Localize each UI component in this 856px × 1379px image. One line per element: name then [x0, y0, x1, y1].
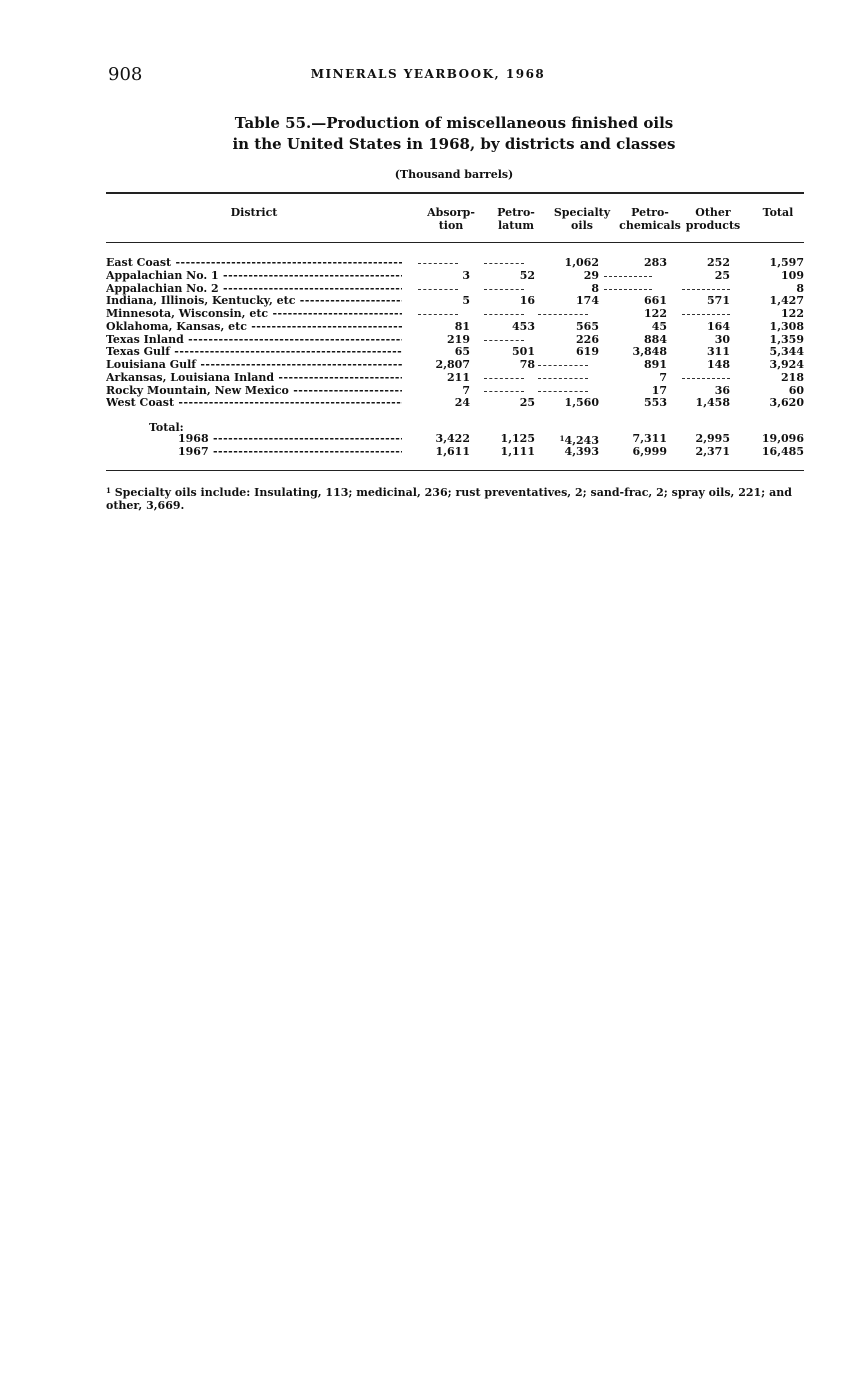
column-header-line: Other — [695, 206, 731, 219]
row-label: Arkansas, Louisiana Inland ----- — [106, 372, 402, 384]
table-title-line-2: in the United States in 1968, by districts and classes — [232, 135, 676, 153]
value-cell: 661 — [644, 294, 667, 308]
value-cell: 311 — [707, 345, 730, 359]
value-cell: 1,308 — [769, 319, 804, 333]
value-cell: 1,427 — [769, 294, 804, 308]
empty-cell-leader — [484, 378, 524, 379]
column-header-other-products — [682, 206, 744, 232]
column-header-line: Total — [762, 206, 794, 219]
value-cell: 8 — [796, 281, 804, 295]
empty-cell-leader — [682, 378, 730, 379]
value-cell: 164 — [707, 319, 730, 333]
empty-cell-leader — [538, 391, 588, 392]
column-header-line: latum — [497, 219, 535, 232]
table-top-rule — [106, 192, 804, 194]
value-cell: 5 — [462, 294, 470, 308]
value-cell: 283 — [644, 256, 667, 269]
row-label: 1968 ----- — [178, 433, 402, 445]
running-head: MINERALS YEARBOOK, 1968 — [310, 67, 546, 81]
table-row — [106, 257, 804, 269]
value-cell: 1,560 — [564, 396, 599, 410]
value-cell: 25 — [519, 396, 535, 410]
value-cell: 25 — [714, 268, 730, 282]
value-cell: 252 — [707, 256, 730, 269]
table-row — [106, 308, 804, 320]
row-label: Appalachian No. 1 ----- — [106, 270, 402, 282]
value-cell: 7 — [462, 383, 470, 397]
value-cell: 884 — [644, 332, 667, 346]
row-label: West Coast ----- — [106, 397, 402, 409]
value-cell: 24 — [454, 396, 470, 410]
value-cell: 52 — [519, 268, 535, 282]
column-header-line: Petro- — [497, 206, 535, 219]
column-header-line: products — [685, 219, 741, 232]
row-label: Oklahoma, Kansas, etc ----- — [106, 321, 402, 333]
value-cell: 2,371 — [695, 444, 730, 458]
empty-cell-leader — [418, 289, 458, 290]
value-cell: 3,620 — [769, 396, 804, 410]
empty-cell-leader — [682, 289, 730, 290]
table-row — [106, 295, 804, 307]
empty-cell-leader — [484, 340, 524, 341]
value-cell: 65 — [454, 345, 470, 359]
value-cell: 453 — [512, 319, 535, 333]
value-cell: 571 — [707, 294, 730, 308]
value-cell: 1,611 — [435, 444, 470, 458]
table-row — [106, 321, 804, 333]
value-cell: 1,458 — [695, 396, 730, 410]
footnote — [106, 484, 806, 512]
empty-cell-leader — [538, 314, 588, 315]
value-cell: 619 — [576, 345, 599, 359]
value-cell: 891 — [644, 358, 667, 371]
empty-cell-leader — [604, 276, 652, 277]
table-row — [106, 346, 804, 358]
empty-cell-leader — [484, 263, 524, 264]
total-row — [106, 433, 804, 445]
column-header-line: Specialty — [553, 206, 611, 219]
value-cell: 4,393 — [564, 444, 599, 458]
value-cell: 1,062 — [564, 256, 599, 269]
value-cell: 501 — [512, 345, 535, 359]
footnote-mark: 1 — [106, 486, 111, 495]
value-cell: 174 — [576, 294, 599, 308]
value-cell: 565 — [576, 319, 599, 333]
row-label: Indiana, Illinois, Kentucky, etc ----- — [106, 295, 402, 307]
value-cell: 17 — [651, 383, 667, 397]
table-title-line-1: Table 55.—Production of miscellaneous finished oils — [234, 114, 674, 132]
value-cell: 219 — [447, 332, 470, 346]
value-cell: 1,111 — [500, 444, 535, 458]
column-header-district — [106, 206, 402, 219]
value-cell: 3 — [462, 268, 470, 282]
column-header-specialty-oils — [546, 206, 618, 232]
column-header-total — [752, 206, 804, 219]
value-cell: 78 — [519, 358, 535, 371]
table-row — [106, 283, 804, 295]
value-cell: 122 — [644, 307, 667, 320]
column-header-line: oils — [571, 219, 593, 232]
value-cell: 45 — [651, 319, 667, 333]
table-row — [106, 372, 804, 384]
table-row — [106, 397, 804, 409]
value-cell: 1,359 — [769, 332, 804, 346]
value-cell: 8 — [591, 281, 599, 295]
empty-cell-leader — [418, 314, 458, 315]
value-cell: 19,096 — [761, 432, 804, 445]
value-cell: 2,995 — [695, 432, 730, 445]
value-cell: 218 — [781, 370, 804, 384]
empty-cell-leader — [418, 263, 458, 264]
value-cell: 109 — [781, 268, 804, 282]
value-cell: 1,597 — [769, 256, 804, 269]
value-cell: 6,999 — [632, 444, 667, 458]
row-label: Minnesota, Wisconsin, etc ----- — [106, 308, 402, 320]
value-cell: 226 — [576, 332, 599, 346]
value-cell: 148 — [707, 358, 730, 371]
value-cell: 16 — [519, 294, 535, 308]
column-header-petrolatum — [486, 206, 546, 232]
row-label: 1967 ----- — [178, 446, 402, 458]
empty-cell-leader — [484, 391, 524, 392]
empty-cell-leader — [484, 314, 524, 315]
row-label: Louisiana Gulf ----- — [106, 359, 402, 371]
value-cell: 7,311 — [632, 432, 667, 445]
empty-cell-leader — [538, 378, 588, 379]
table-row — [106, 270, 804, 282]
value-cell: 553 — [644, 396, 667, 410]
column-header-line: Petro- — [631, 206, 669, 219]
value-cell: 29 — [583, 268, 599, 282]
value-cell: 16,485 — [761, 444, 804, 458]
row-label: Appalachian No. 2 ----- — [106, 283, 402, 295]
column-header-line: tion — [438, 219, 464, 232]
value-cell: 36 — [714, 383, 730, 397]
value-cell: 2,807 — [435, 358, 470, 371]
column-header-petrochemicals — [618, 206, 682, 232]
footnote-reference: 1 — [559, 434, 565, 443]
empty-cell-leader — [484, 289, 524, 290]
value-cell: 60 — [788, 383, 804, 397]
page-number: 908 — [108, 64, 143, 85]
value-cell: 7 — [659, 370, 667, 384]
total-row — [106, 446, 804, 458]
total-label: Total: — [149, 421, 184, 434]
row-label: Texas Inland ----- — [106, 334, 402, 346]
row-label: East Coast ----- — [106, 257, 402, 269]
header-bottom-rule — [106, 242, 804, 243]
column-header-absorption — [418, 206, 484, 232]
value-cell: 3,422 — [435, 432, 470, 445]
column-header-line: chemicals — [619, 219, 681, 232]
value-cell: 30 — [714, 332, 730, 346]
row-label: Texas Gulf ----- — [106, 346, 402, 358]
table-bottom-rule — [106, 470, 804, 471]
empty-cell-leader — [682, 314, 730, 315]
table-row — [106, 334, 804, 346]
empty-cell-leader — [538, 365, 588, 366]
column-header-line: District — [230, 206, 278, 219]
value-cell: 3,924 — [769, 358, 804, 371]
column-header-line: Absorp- — [427, 206, 475, 219]
value-cell: 122 — [781, 307, 804, 320]
value-cell: 1,125 — [500, 432, 535, 445]
row-label: Rocky Mountain, New Mexico ----- — [106, 385, 402, 397]
table-row — [106, 359, 804, 371]
value-cell: 81 — [454, 319, 470, 333]
empty-cell-leader — [604, 289, 652, 290]
value-text: 4,243 — [564, 434, 599, 447]
value-cell: 3,848 — [632, 345, 667, 359]
table-title — [0, 113, 856, 155]
value-cell: 5,344 — [769, 345, 804, 359]
table-row — [106, 385, 804, 397]
table-unit: (Thousand barrels) — [394, 168, 514, 181]
footnote-text: Specialty oils include: Insulating, 113; medicinal, 236; rust preventatives, 2; sand-frac, 2; spray oils, 221; and other, 3,669. — [106, 486, 792, 512]
value-cell: 211 — [447, 370, 470, 384]
